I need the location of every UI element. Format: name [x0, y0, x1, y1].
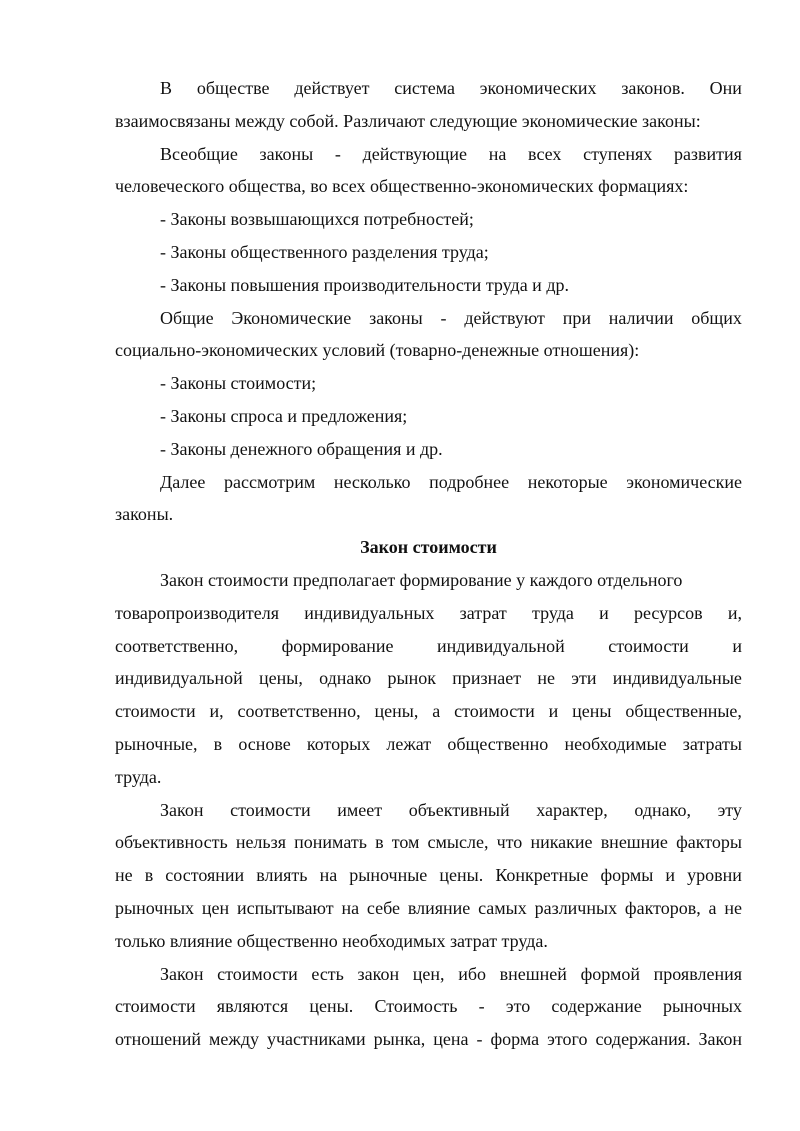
- word: индивидуальной: [115, 668, 243, 689]
- word: обществе: [196, 78, 270, 98]
- word: формы: [600, 865, 654, 886]
- list-item: - Законы денежного обращения и др.: [160, 438, 443, 459]
- word: не: [724, 897, 742, 918]
- word: рыночные,: [115, 733, 198, 754]
- word: Всеобщие: [160, 143, 238, 164]
- word: отношений: [115, 1029, 202, 1050]
- text-line: [115, 859, 742, 892]
- word: Конкретные: [495, 865, 589, 886]
- document-page: [115, 72, 742, 1056]
- word: стоимости: [230, 799, 311, 820]
- text-line: [115, 138, 742, 171]
- word: влияние: [407, 897, 471, 918]
- list-item: - Законы возвышающихся потребностей;: [160, 209, 474, 230]
- word: и: [548, 701, 559, 722]
- word: действуют: [464, 307, 545, 328]
- word: законы: [369, 307, 423, 328]
- word: рынка,: [373, 1029, 426, 1050]
- text-line: человеческого общества, во всех общественно-экономических формациях:: [115, 176, 689, 197]
- text-line: только влияние общественно необходимых затрат труда.: [115, 930, 548, 951]
- word: стоимости: [608, 635, 689, 656]
- word: действует: [294, 78, 370, 98]
- word: а: [432, 701, 441, 722]
- text-line: [115, 695, 742, 728]
- word: стоимости: [454, 701, 535, 722]
- word: факторов,: [624, 897, 701, 918]
- text-line: [115, 826, 742, 859]
- word: влиять: [256, 865, 308, 886]
- word: при: [562, 307, 591, 328]
- word: и,: [209, 701, 224, 722]
- word: лежат: [386, 733, 432, 754]
- word: общественно: [447, 733, 549, 754]
- word: закон: [357, 963, 400, 984]
- word: цены: [572, 701, 612, 722]
- word: индивидуальные: [612, 668, 742, 689]
- list-item: - Законы спроса и предложения;: [160, 405, 408, 426]
- word: всех: [528, 143, 562, 164]
- word: внешней: [499, 963, 567, 984]
- word: рыночных: [662, 996, 742, 1017]
- word: стоимости: [115, 701, 196, 722]
- word: и,: [727, 602, 742, 623]
- word: Далее: [160, 471, 206, 492]
- word: цен,: [412, 963, 445, 984]
- text-line: [115, 892, 742, 925]
- word: содержание: [551, 996, 642, 1017]
- word: форма: [490, 1029, 540, 1050]
- word: формирование: [281, 635, 394, 656]
- word: не: [115, 865, 133, 886]
- word: этого: [547, 1029, 588, 1050]
- word: Общие: [160, 307, 214, 328]
- word: Закон: [698, 1029, 742, 1050]
- word: действующие: [362, 143, 468, 164]
- text-line: [115, 466, 742, 499]
- word: на: [319, 865, 338, 886]
- word: проявления: [653, 963, 742, 984]
- word: являются: [216, 996, 289, 1017]
- text-line: [115, 72, 742, 105]
- word: эти: [571, 668, 597, 689]
- word: Стоимость: [374, 996, 458, 1017]
- text-line: труда.: [115, 766, 162, 787]
- word: и: [599, 602, 609, 623]
- word: затрат: [459, 602, 507, 623]
- word: индивидуальных: [304, 602, 435, 623]
- list-item: - Законы стоимости;: [160, 373, 317, 394]
- list-item: - Законы общественного разделения труда;: [160, 241, 489, 262]
- word: что: [496, 832, 523, 853]
- word: -: [478, 996, 485, 1017]
- text-line: [115, 302, 742, 335]
- word: в: [213, 733, 223, 754]
- word: характер,: [536, 799, 608, 820]
- word: Они: [709, 78, 742, 98]
- word: ступенях: [583, 143, 653, 164]
- word: труда: [531, 602, 574, 623]
- word: соответственно,: [115, 635, 239, 656]
- word: есть: [311, 963, 344, 984]
- word: -: [440, 307, 447, 328]
- word: это: [505, 996, 531, 1017]
- word: товаропроизводителя: [115, 602, 280, 623]
- word: экономические: [626, 471, 742, 492]
- word: внешние: [600, 832, 668, 853]
- word: нельзя: [235, 832, 287, 853]
- word: между: [209, 1029, 259, 1050]
- word: несколько: [333, 471, 411, 492]
- word: цена: [433, 1029, 469, 1050]
- word: на: [488, 143, 507, 164]
- word: факторы: [676, 832, 742, 853]
- word: цены,: [258, 668, 303, 689]
- word: В: [160, 78, 173, 98]
- word: в: [144, 865, 154, 886]
- word: объективный: [408, 799, 510, 820]
- text-line: [115, 990, 742, 1023]
- word: необходимые: [564, 733, 667, 754]
- word: которых: [306, 733, 371, 754]
- word: рассмотрим: [223, 471, 316, 492]
- word: -: [334, 143, 341, 164]
- word: объективность: [115, 832, 228, 853]
- word: система: [394, 78, 455, 98]
- word: и: [665, 865, 676, 886]
- word: имеет: [337, 799, 383, 820]
- text-line: социально-экономических условий (товарно-денежные отношения):: [115, 340, 640, 361]
- word: ресурсов: [633, 602, 703, 623]
- word: общих: [691, 307, 742, 328]
- word: участниками: [266, 1029, 366, 1050]
- word: том: [391, 832, 420, 853]
- word: Экономические: [231, 307, 352, 328]
- word: рыночные: [349, 865, 428, 886]
- text-line: [115, 597, 742, 630]
- text-line: Закон стоимости предполагает формирование у каждого отдельного: [160, 569, 683, 590]
- text-line: [115, 728, 742, 761]
- word: рыночных: [115, 897, 195, 918]
- text-line: [115, 958, 742, 991]
- word: экономических: [479, 78, 597, 98]
- text-line: [115, 630, 742, 663]
- word: цены,: [374, 701, 419, 722]
- word: смысле,: [427, 832, 489, 853]
- word: Закон: [160, 963, 204, 984]
- word: развития: [673, 143, 742, 164]
- word: общественные,: [625, 701, 742, 722]
- word: понимать: [294, 832, 367, 853]
- word: самых: [478, 897, 527, 918]
- word: никакие: [530, 832, 593, 853]
- section-heading: Закон стоимости: [360, 537, 497, 558]
- word: индивидуальной: [437, 635, 565, 656]
- word: стоимости: [115, 996, 196, 1017]
- word: признает: [452, 668, 522, 689]
- word: подробнее: [429, 471, 510, 492]
- text-line: законы.: [115, 504, 174, 525]
- text-line: [115, 794, 742, 827]
- word: -: [476, 1029, 483, 1050]
- list-item: - Законы повышения производительности труда и др.: [160, 274, 569, 295]
- word: содержания.: [595, 1029, 691, 1050]
- word: состоянии: [165, 865, 245, 886]
- text-line: [115, 1023, 742, 1056]
- word: наличии: [608, 307, 674, 328]
- word: а: [708, 897, 717, 918]
- text-line: взаимосвязаны между собой. Различают следующие экономические законы:: [115, 110, 701, 131]
- word: различных: [534, 897, 618, 918]
- word: затраты: [682, 733, 742, 754]
- word: соответственно,: [237, 701, 361, 722]
- word: испытывают: [236, 897, 334, 918]
- text-line: [115, 662, 742, 695]
- word: формой: [580, 963, 640, 984]
- word: и: [732, 635, 742, 656]
- word: однако: [319, 668, 372, 689]
- word: Закон: [160, 799, 204, 820]
- word: рынок: [387, 668, 436, 689]
- word: основе: [238, 733, 291, 754]
- word: ибо: [458, 963, 486, 984]
- word: цены.: [439, 865, 484, 886]
- word: эту: [717, 799, 742, 820]
- word: себе: [366, 897, 400, 918]
- word: законы: [259, 143, 314, 164]
- word: некоторые: [527, 471, 608, 492]
- word: не: [537, 668, 555, 689]
- word: уровни: [687, 865, 742, 886]
- word: цен: [201, 897, 230, 918]
- word: на: [341, 897, 360, 918]
- word: цены.: [309, 996, 354, 1017]
- word: в: [375, 832, 384, 853]
- word: стоимости: [217, 963, 298, 984]
- word: однако,: [634, 799, 691, 820]
- word: законов.: [621, 78, 685, 98]
